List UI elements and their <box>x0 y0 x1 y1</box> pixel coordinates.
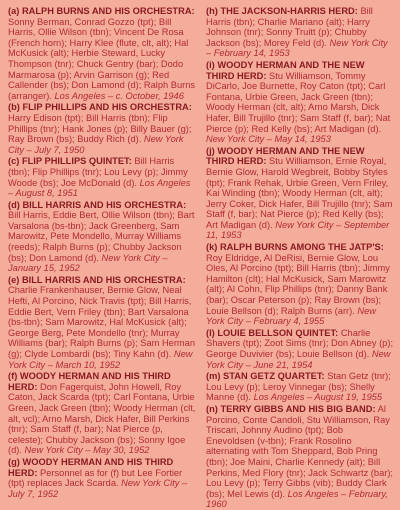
session-place-date: New York City – July 7, 1952 <box>8 478 188 499</box>
session-entry <box>8 102 196 155</box>
session-place-date: Los Angeles – c. October, 1946 <box>54 90 184 101</box>
session-personnel: Al Porcino, Conte Candoli, Stu Williamson, Ray Triscari, Johnny Audino (tpt); Bob Enevoldsen (v-tbn); Frank Rosolino alternating with Tom Sheppard, Bob Pring (tbn); Joe Maini, Charlie Kennedy (alt); Bill Perkins, Med Flory (tnr); Jack Schwartz (bar); Lou Levy (p); Terry Gibbs (vib); Buddy Clark (bs); Mel Lewis (d). <box>206 403 394 499</box>
session-personnel: Roy Eldridge, Al DeRisi, Bernie Glow, Lou Oles, Al Porcino (tpt); Bill Harris (tbn); Jimmy Hamilton (clt); Hal McKusick, Sam Marowitz (alt); Al Cohn, Flip Phillips (tnr); Danny Bank (bar); Oscar Peterson (p); Ray Brown (bs); Louie Bellson (d); Ralph Burns (arr). <box>206 252 390 316</box>
session-entry <box>8 6 196 101</box>
session-entry <box>8 457 196 499</box>
session-heading: (h) THE JACKSON-HARRIS HERD: <box>206 6 358 16</box>
session-heading: (g) WOODY HERMAN AND HIS THIRD HERD: <box>8 456 174 478</box>
session-place-date: New York City – May 14, 1953 <box>206 134 331 145</box>
session-heading: (e) BILL HARRIS AND HIS ORCHESTRA: <box>8 274 186 285</box>
session-place-date: New York City – September 11, 1953 <box>206 219 390 241</box>
session-personnel: Sonny Berman, Conrad Gozzo (tpt); Bill Harris, Ollie Wilson (tbn); Vincent De Rosa (French horn); Harry Klee (flute, clt, alt); Hal McKusick (alt); Herbie Steward, Lucky Thompson (tnr); Chuck Gentry (bar); Dodo Marmarosa (p); Arvin Garrison (g); Red Callender (bs); Don Lamond (d); Ralph Burns (arranger). <box>8 16 196 101</box>
session-heading: (c) FLIP PHILLIPS QUINTET: <box>8 156 132 167</box>
session-entry <box>8 371 196 456</box>
session-place-date: Los Angeles – February, 1960 <box>206 488 388 510</box>
session-entry <box>8 275 196 370</box>
session-place-date: New York City – July 7, 1950 <box>8 134 184 155</box>
session-heading: (l) LOUIE BELLSON QUINTET: <box>206 327 339 338</box>
session-personnel: Stu Williamson, Tommy DiCarlo, Joe Burnette, Roy Caton (tpt); Carl Fontana, Urbie Green, Jack Green (tbn); Woody Herman (clt, alt); Arno Marsh, Dick Hafer, Bill Trujillo (tnr); Sam Staff (f, bar); Nat Pierce (p); Red Kelly (bs); Art Madigan (d). <box>206 70 391 134</box>
session-personnel: Bill Harris, Eddie Bert, Ollie Wilson (tbn); Bart Varsalona (bs-tbn); Jack Greenberg, Sam Marowitz, Pete Mondello, Murray Williams (reeds); Ralph Burns (p); Chubby Jackson (bs); Don Lamond (d). <box>8 210 195 263</box>
session-entry <box>206 6 394 59</box>
session-place-date: Los Angeles – August 19, 1955 <box>253 392 383 403</box>
session-personnel: Bill Harris (tbn); Charlie Mariano (alt); Harry Johnson (tnr); Sonny Truitt (p); Chubby Jackson (bs); Morey Feld (d). <box>206 6 373 48</box>
session-heading: (n) TERRY GIBBS AND HIS BIG BAND: <box>206 403 376 414</box>
session-place-date: New York City – June 21, 1954 <box>206 349 391 370</box>
session-heading: (k) RALPH BURNS AMONG THE JATP'S: <box>206 242 384 253</box>
session-heading: (i) WOODY HERMAN AND THE NEW THIRD HERD: <box>206 59 365 81</box>
session-personnel: Stan Getz (tnr); Lou Levy (p); Leroy Vinnegar (bs); Shelly Manne (d). <box>206 371 391 403</box>
session-place-date: New York City – February 4, 1955 <box>206 305 377 327</box>
session-place-date: Los Angeles – August 8, 1951 <box>8 177 191 199</box>
session-entry <box>206 146 394 241</box>
session-heading: (a) RALPH BURNS AND HIS ORCHESTRA: <box>8 6 195 16</box>
session-entry <box>8 156 196 198</box>
session-place-date: New York City – March 10, 1952 <box>8 349 193 370</box>
session-place-date: New York City – February 14, 1953 <box>206 37 388 59</box>
left-column <box>8 6 196 500</box>
session-heading: (b) FLIP PHILLIPS AND HIS ORCHESTRA: <box>8 102 192 113</box>
session-entry <box>206 60 394 145</box>
session-heading: (d) BILL HARRIS AND HIS ORCHESTRA: <box>8 199 187 210</box>
session-entry <box>8 200 196 274</box>
session-heading: (j) WOODY HERMAN AND THE NEW THIRD HERD: <box>206 145 365 167</box>
session-personnel: Harry Edison (tpt); Bill Harris (tbn); Flip Phillips (tnr); Hank Jones (p); Billy Bauer (g); Ray Brown (bs); Buddy Rich (d). <box>8 112 192 145</box>
session-place-date: New York City – May 30, 1952 <box>24 445 150 456</box>
session-heading: (m) STAN GETZ QUARTET: <box>206 371 325 382</box>
session-personnel: Stu Williamson, Ernie Royal, Bernie Glow, Harold Wegbreit, Bobby Styles (tpt); Frank Rehak, Urbie Green, Vern Friley, Kai Winding (tbn); Woody Herman (clt, alt); Jerry Coker, Dick Hafer, Bill Trujillo (tnr); Sam Staff (f, bar); Nat Pierce (p); Red Kelly (bs); Art Madigan (d). <box>206 156 393 230</box>
session-place-date: New York City – January 15, 1952 <box>8 252 168 274</box>
session-entry <box>206 328 394 370</box>
session-entry <box>206 242 394 327</box>
session-entry <box>206 371 394 403</box>
session-heading: (f) WOODY HERMAN AND HIS THIRD HERD: <box>8 371 171 392</box>
session-entry <box>206 404 394 510</box>
session-personnel: Charlie Frankenhauser, Bernie Glow, Neal Hefti, Al Porcino, Nick Travis (tpt); Bill Harris, Eddie Bert, Vern Friley (tbn); Bart Varsalona (bs-tbn); Sam Marowitz, Hal McKusick (alt); George Berg, Pete Mondello (tnr); Murray Williams (bar); Ralph Burns (p); Sam Herman (g); Clyde Lombardi (bs); Tiny Kahn (d). <box>8 285 196 359</box>
session-personnel: Don Fagerquist, John Howell, Roy Caton, Jack Scarda (tpt); Carl Fontana, Urbie Green, Jack Green (tbn); Woody Herman (clt, alt, vcl); Arno Marsh, Dick Hafer, Bill Perkins (tnr); Sam Staff (f, bar); Nat Pierce (p, celeste); Chubby Jackson (bs); Sonny Igoe (d). <box>8 381 196 456</box>
session-personnel: Bill Harris (tbn); Flip Phillips (tnr); Lou Levy (p); Jimmy Woode (bs); Joe McDonald (d). <box>8 156 188 188</box>
session-personnel: Personnel as for (f) but Lee Fortier (tpt) replaces Jack Scarda. <box>8 467 183 489</box>
right-column <box>206 6 394 510</box>
session-personnel: Charlie Shavers (tpt); Zoot Sims (tnr); Don Abney (p); George Duvivier (bs); Louie Bellson (d). <box>206 327 394 359</box>
